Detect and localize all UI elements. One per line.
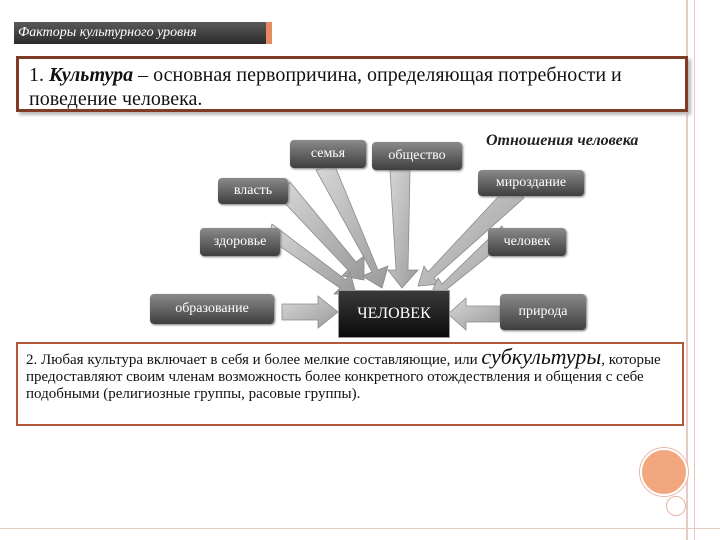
node-society: общество xyxy=(372,142,462,170)
point-one-text: – основная первопричина, определяющая потребности и поведение человека. xyxy=(29,64,622,110)
node-center: ЧЕЛОВЕК xyxy=(338,290,450,338)
node-person: человек xyxy=(488,228,566,256)
arrow-nature xyxy=(448,298,500,330)
node-power: власть xyxy=(218,178,288,204)
arrow-education xyxy=(282,296,338,328)
node-nature: природа xyxy=(500,294,586,330)
point-two-term: субкультуры xyxy=(481,344,602,369)
slide-title: Факторы культурного уровня xyxy=(14,22,272,44)
node-family: семья xyxy=(290,140,366,168)
point-one-prefix: 1. xyxy=(29,64,49,86)
arrow-society xyxy=(388,170,418,288)
node-health: здоровье xyxy=(200,228,280,256)
point-two-prefix: 2. Любая культура включает в себя и более мелкие составляющие, или xyxy=(26,352,482,368)
relations-label: Отношения человека xyxy=(486,132,639,149)
point-two-text: , которые предоставляют своим членам возможность более конкретного отождествления и общения с себе подобными (религиозные группы, расовые группы). xyxy=(26,352,661,402)
node-education: образование xyxy=(150,294,274,324)
point-one-term: Культура xyxy=(49,64,134,86)
point-two-box xyxy=(16,342,684,426)
node-universe: мироздание xyxy=(478,170,584,196)
